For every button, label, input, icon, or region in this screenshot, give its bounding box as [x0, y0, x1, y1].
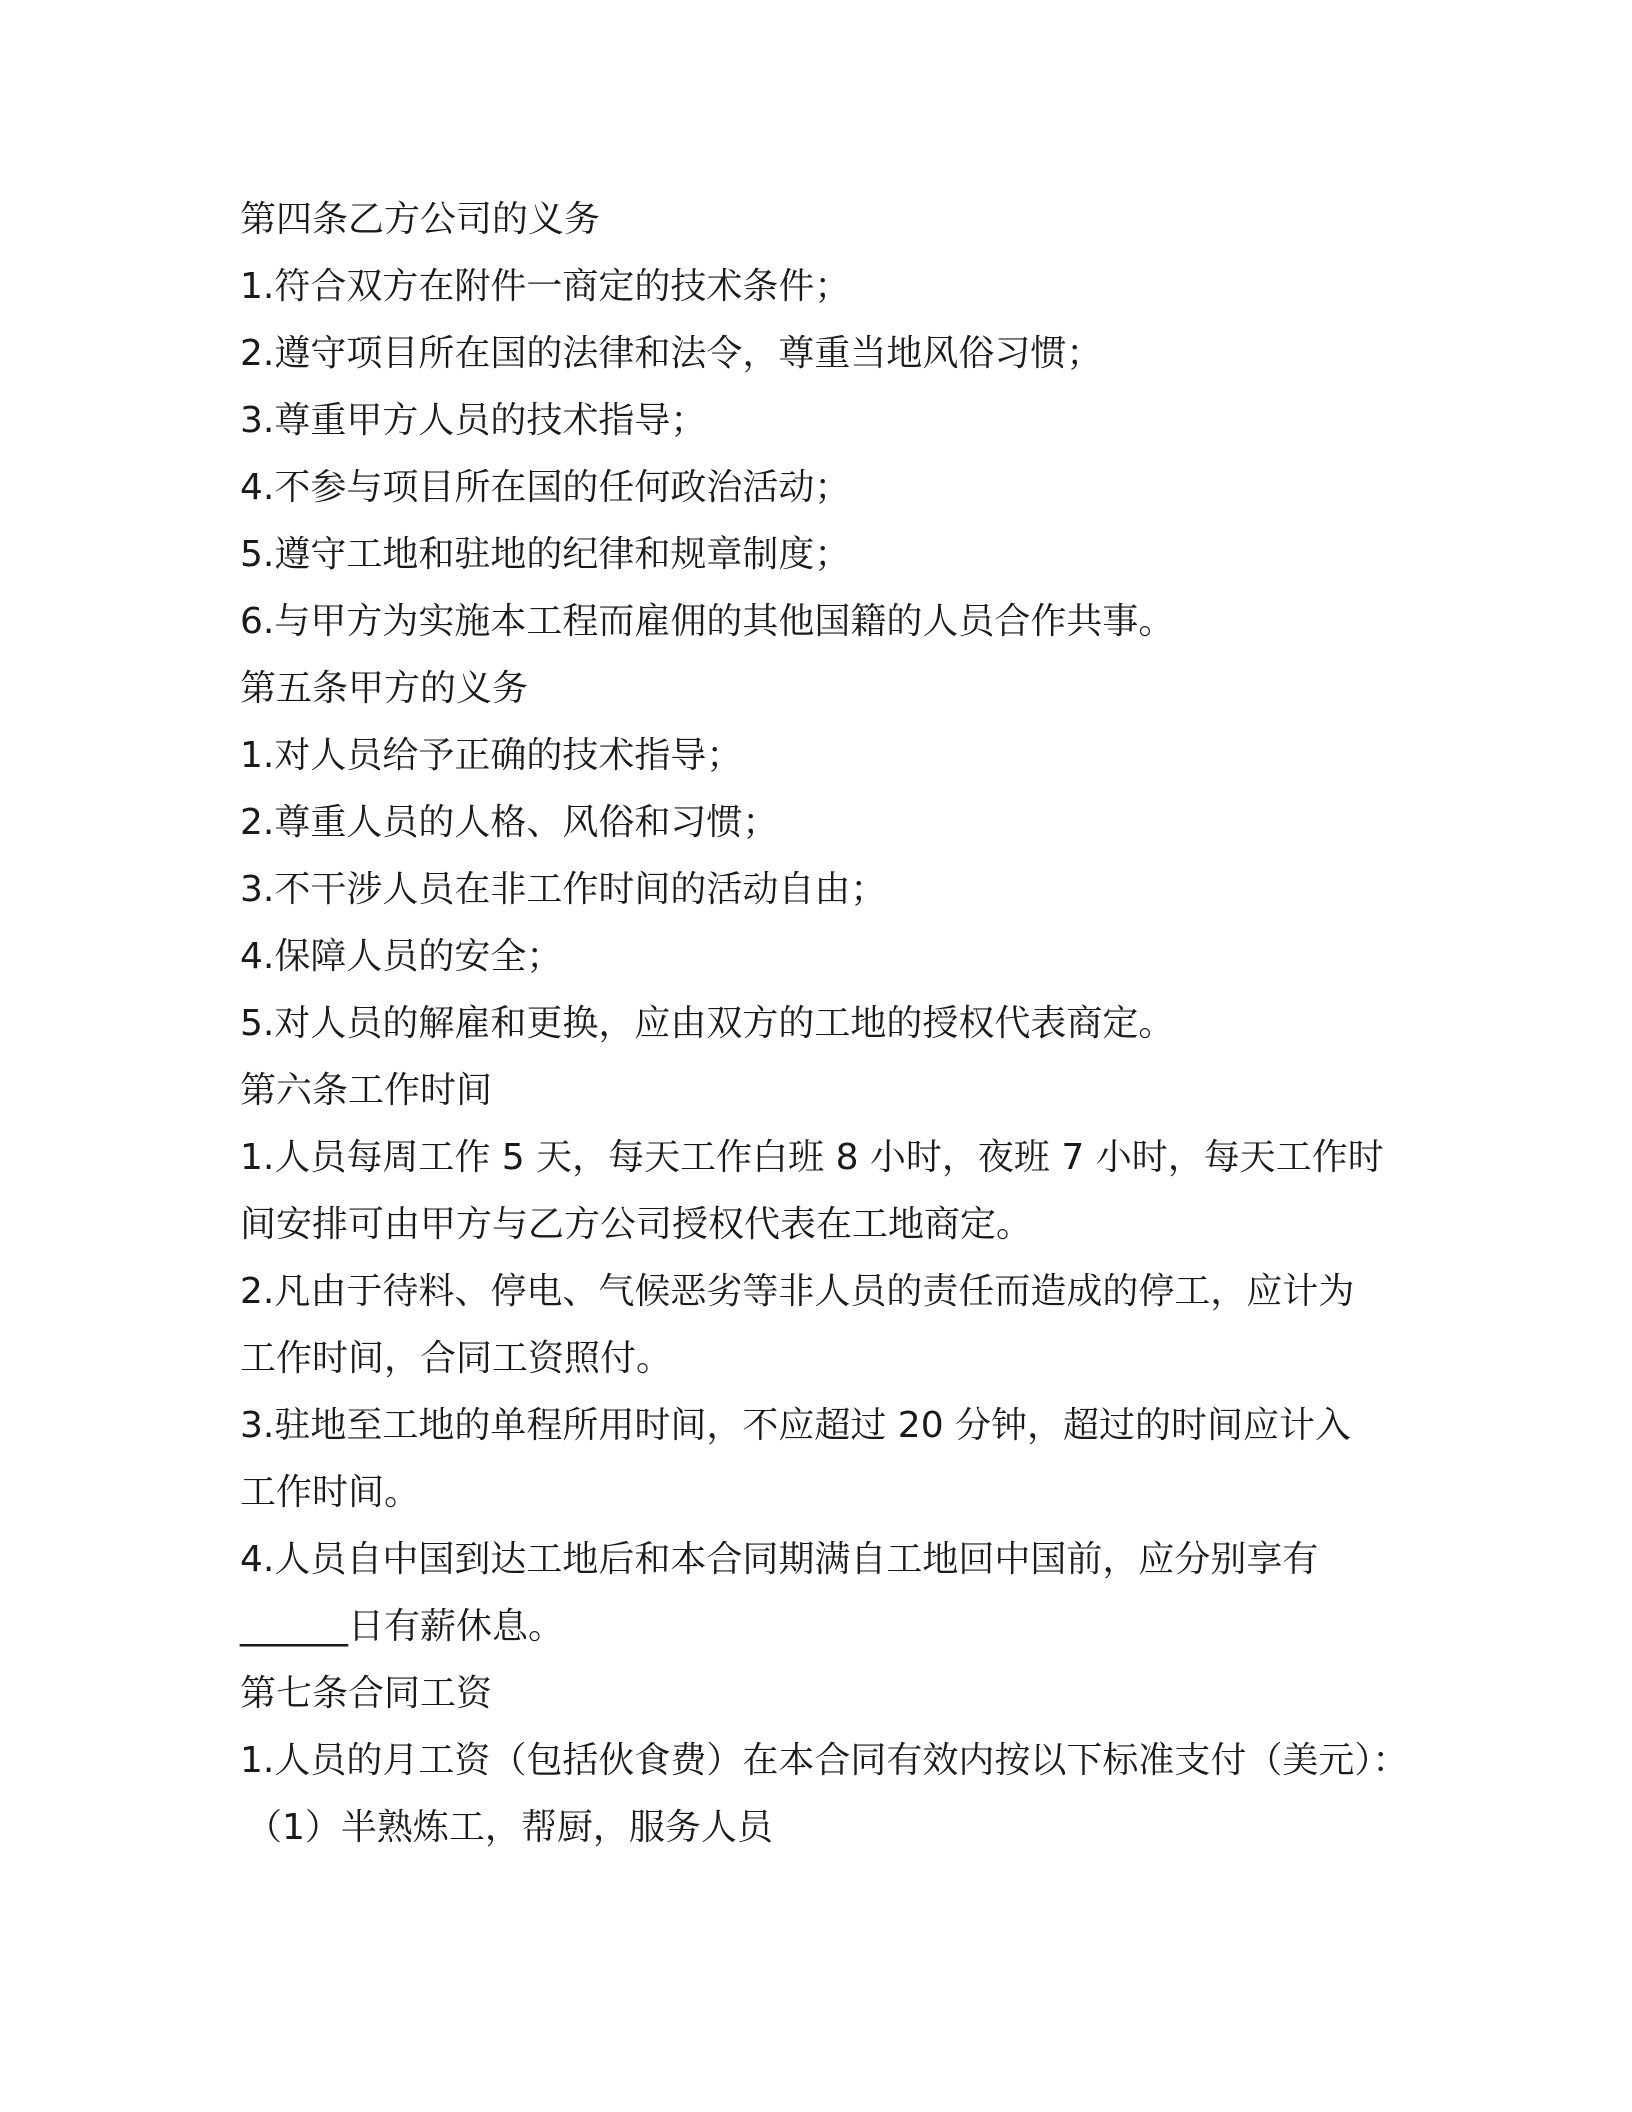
article-4-heading: 第四条乙方公司的义务 — [240, 199, 601, 240]
article-6-line-3: 2.凡由于待料、停电、气候恶劣等非人员的责任而造成的停工，应计为 — [240, 1271, 1355, 1312]
article-7-heading: 第七条合同工资 — [240, 1673, 493, 1714]
article-6-line-5: 3.驻地至工地的单程所用时间，不应超过 20 分钟，超过的时间应计入 — [240, 1405, 1352, 1446]
article-5-heading: 第五条甲方的义务 — [240, 668, 529, 709]
article-5-item-5: 5.对人员的解雇和更换，应由双方的工地的授权代表商定。 — [240, 1003, 1175, 1044]
article-4-item-1: 1.符合双方在附件一商定的技术条件； — [240, 266, 851, 307]
article-4-item-3: 3.尊重甲方人员的技术指导； — [240, 400, 707, 441]
article-6-line-6: 工作时间。 — [240, 1472, 421, 1513]
article-6-line-1: 1.人员每周工作 5 天，每天工作白班 8 小时，夜班 7 小时，每天工作时 — [240, 1137, 1384, 1178]
article-7-line-1: 1.人员的月工资（包括伙食费）在本合同有效内按以下标准支付（美元）： — [240, 1740, 1409, 1781]
article-5-item-2: 2.尊重人员的人格、风俗和习惯； — [240, 802, 779, 843]
article-4-item-2: 2.遵守项目所在国的法律和法令，尊重当地风俗习惯； — [240, 333, 1103, 374]
article-7-line-2: （1）半熟炼工，帮厨，服务人员 — [246, 1807, 773, 1848]
article-6-line-4: 工作时间，合同工资照付。 — [240, 1338, 673, 1379]
article-4-item-4: 4.不参与项目所在国的任何政治活动； — [240, 467, 851, 508]
article-6-line-8: ______日有薪休息。 — [240, 1606, 565, 1647]
document-body — [240, 186, 1409, 1861]
article-4-item-6: 6.与甲方为实施本工程而雇佣的其他国籍的人员合作共事。 — [240, 601, 1175, 642]
article-5-item-4: 4.保障人员的安全； — [240, 936, 563, 977]
article-4-item-5: 5.遵守工地和驻地的纪律和规章制度； — [240, 534, 851, 575]
article-6-line-7: 4.人员自中国到达工地后和本合同期满自工地回中国前，应分别享有 — [240, 1539, 1319, 1580]
article-6-heading: 第六条工作时间 — [240, 1070, 493, 1111]
article-5-item-3: 3.不干涉人员在非工作时间的活动自由； — [240, 869, 887, 910]
article-5-item-1: 1.对人员给予正确的技术指导； — [240, 735, 743, 776]
article-6-line-2: 间安排可由甲方与乙方公司授权代表在工地商定。 — [240, 1204, 1033, 1245]
